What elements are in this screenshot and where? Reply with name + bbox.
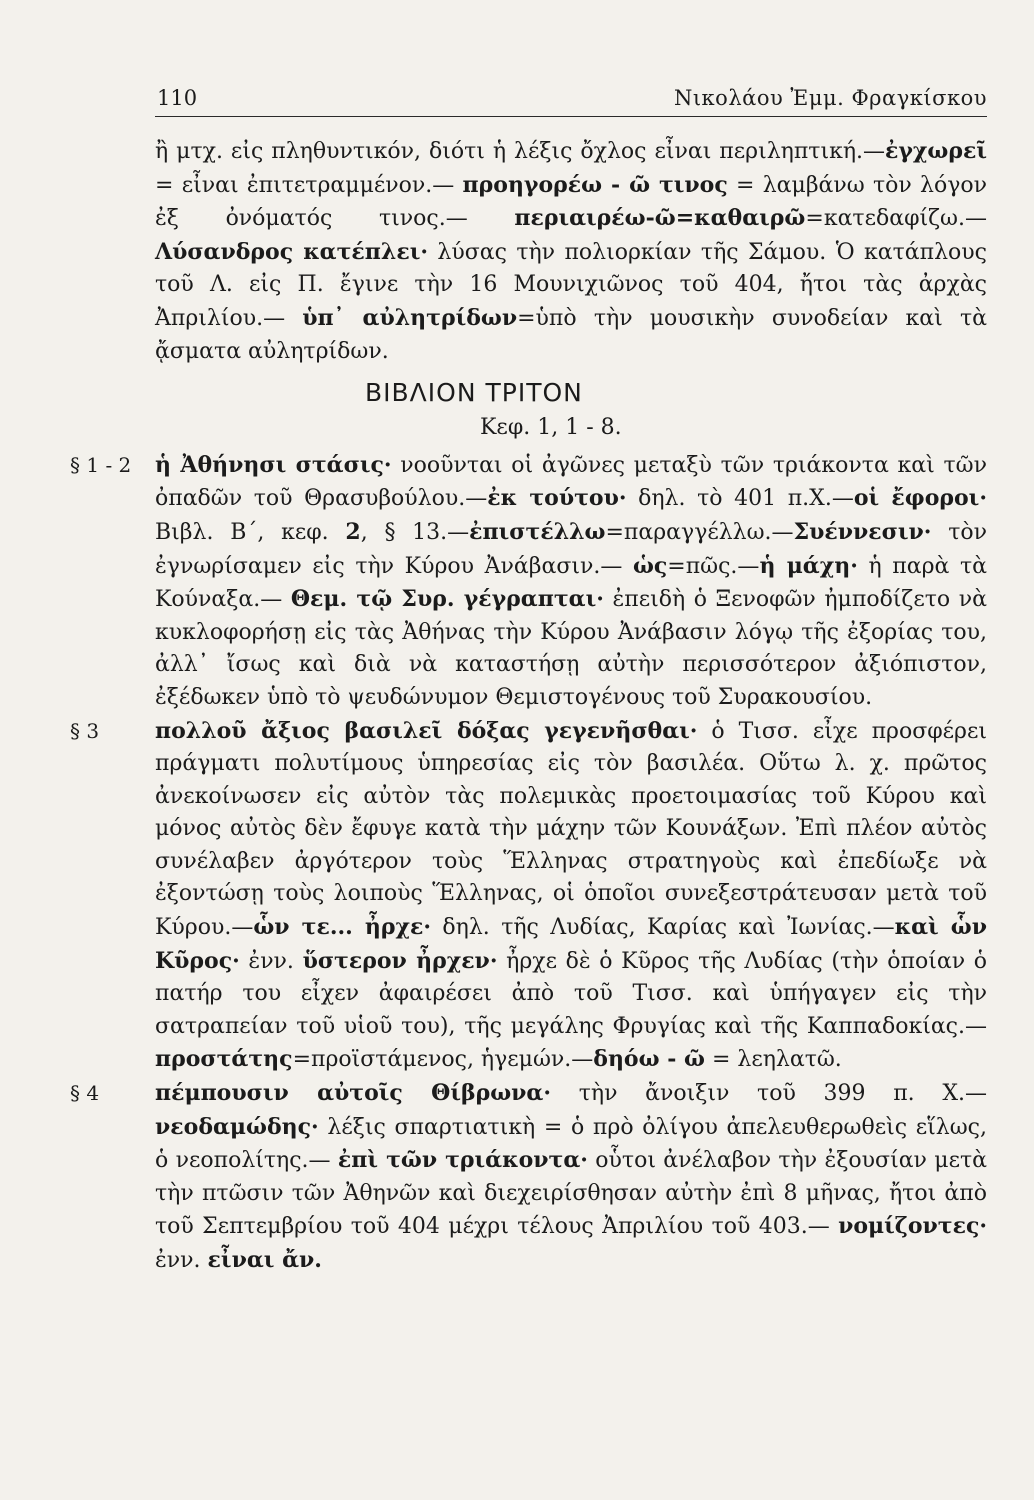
section-paragraph [70, 1077, 987, 1278]
page-header [155, 78, 987, 117]
lemma-term: νομίζοντες· [838, 1213, 987, 1240]
section-number: § 4 [70, 1081, 100, 1106]
lemma-term: ὧν τε... ἦρχε· [253, 914, 432, 941]
commentary-text: ἡ παρὰ τὰ Κούναξα.— [155, 553, 988, 613]
running-head: Νικολάου Ἐμμ. Φραγκίσκου [673, 86, 987, 110]
lemma-term: εἶναι ἄν. [207, 1247, 322, 1273]
commentary-text: = εἶναι ἐπιτετραμμένον.— [155, 172, 463, 198]
commentary-text: ἐπειδὴ ὁ Ξενοφῶν ἠμποδίζετο νὰ κυκλοφορήσῃ εἰς τὰς Ἀθήνας τὴν Κύρου Ἀνάβασιν λόγῳ τῆς ἐξορίας του, ἀλλ᾽ ἴσως καὶ διὰ νὰ καταστήσῃ αὐτὴν περισσότερον ἀξιόπιστον, ἐξέδωκεν ὑπὸ τὸ ψευδώνυμον Θεμιστογένους τοῦ Συρακουσίου. [155, 587, 987, 710]
commentary-text: τὴν ἄνοιξιν τοῦ 399 π. Χ.— [551, 1081, 987, 1107]
lemma-term: 2 [345, 518, 361, 545]
lemma-term: ἡ μάχη· [759, 552, 858, 579]
commentary-text: ἦρχε δὲ ὁ Κῦρος τῆς Λυδίας (τὴν ὁποίαν ὁ πατήρ του εἶχεν ἀφαιρέσει ἀπὸ τοῦ Τισσ. καὶ ὑπήγαγεν εἰς τὴν σατραπείαν τοῦ υἱοῦ του), τῆς μεγάλης Φρυγίας καὶ τῆς Καππαδοκίας.— [155, 948, 987, 1039]
lemma-term: ἡ Ἀθήνησι στάσις· [155, 451, 392, 478]
commentary-text: , § 13.— [360, 519, 470, 545]
lemma-term: περιαιρέω-ῶ=καθαιρῶ [514, 205, 806, 232]
commentary-text: νοοῦνται οἱ ἀγῶνες μεταξὺ τῶν τριάκοντα καὶ τῶν ὀπαδῶν τοῦ Θρασυβούλου.— [155, 452, 987, 512]
commentary-text: τὸν ἐγνωρίσαμεν εἰς τὴν Κύρου Ἀνάβασιν.— [155, 519, 987, 579]
section-number: § 3 [70, 718, 100, 743]
page-number: 110 [157, 86, 198, 110]
lemma-term: καὶ ὧν Κῦρος· [155, 914, 987, 974]
lemma-term: ὕστερον ἦρχεν· [302, 947, 498, 974]
commentary-text: =προϊστάμενος, ἡγεμών.— [292, 1047, 594, 1073]
commentary-text: =ὑπὸ τὴν μουσικὴν συνοδείαν καὶ τὰ ᾄσματα αὐλητρίδων. [155, 305, 988, 364]
lemma-term: ὑπ᾽ αὐλητρίδων [302, 304, 518, 331]
intro-paragraph [155, 135, 987, 368]
commentary-text: δηλ. τῆς Λυδίας, Καρίας καὶ Ἰωνίας.— [431, 915, 895, 941]
lemma-term: ἐπὶ τῶν τριάκοντα· [337, 1147, 588, 1174]
lemma-term: Θεμ. τῷ Συρ. γέγραπται· [290, 586, 604, 613]
commentary-text: =πῶς.— [667, 553, 760, 579]
commentary-text: =κατεδαφίζω.— [805, 206, 987, 232]
book-title: ΒΙΒΛΙΟΝ ΤΡΙΤΟΝ [365, 378, 583, 408]
lemma-term: οἱ ἔφοροι· [853, 485, 987, 512]
lemma-term: Συέννεσιν· [793, 518, 932, 545]
lemma-term: πέμπουσιν αὐτοῖς Θίβρωνα· [155, 1080, 552, 1107]
section-paragraph [70, 449, 988, 715]
commentary-text: λύσας τὴν πολιορκίαν τῆς Σάμου. Ὁ κατάπλους τοῦ Λ. εἰς Π. ἔγινε τὴν 16 Μουνιχιῶνος τοῦ 404, ἤτοι τὰς ἀρχὰς Ἀπριλίου.— [155, 239, 987, 331]
lemma-term: ἐγχωρεῖ [885, 138, 987, 164]
lemma-term: πολλοῦ ἄξιος βασιλεῖ δόξας γεγενῆσθαι· [155, 717, 698, 744]
commentary-text: = λαμβάνω τὸν λόγον ἐξ ὀνόματός τινος.— [155, 172, 988, 232]
commentary-text: =παραγγέλλω.— [605, 519, 794, 545]
lemma-term: νεοδαμώδης· [155, 1113, 319, 1140]
commentary-text: ἐνν. [239, 948, 303, 974]
lemma-term: Λύσανδρος κατέπλει· [155, 238, 428, 265]
commentary-text: ἢ μτχ. εἰς πληθυντικόν, διότι ἡ λέξις ὄχλος εἶναι περιληπτική.— [155, 139, 886, 164]
lemma-term: προηγορέω - ῶ τινος [462, 171, 728, 198]
commentary-text: ὁ Τισσ. εἶχε προσφέρει πράγματι πολυτίμους ὑπηρεσίας εἰς τὸν βασιλέα. Οὕτω λ. χ. πρῶτος ἀνεκοίνωσεν εἰς αὐτὸν τὰς πολεμικὰς προετοιμασίας τοῦ Κύρου καὶ μόνος αὐτὸς δὲν ἔφυγε κατὰ τὴν μάχην τῶν Κουνάξων. Ἐπὶ πλέον αὐτὸς συνέλαβεν ἀργότερον τοὺς Ἕλληνας στρατηγοὺς καὶ ἐπεδίωξε νὰ ἐξοντώσῃ τοὺς λοιποὺς Ἕλληνας, οἱ ὁποῖοι συνεξεστράτευσαν μετὰ τοῦ Κύρου.— [155, 718, 987, 941]
commentary-text: Βιβλ. Β΄, κεφ. [155, 519, 346, 545]
lemma-term: δηόω - ῶ [593, 1046, 705, 1073]
commentary-text: ἐνν. [155, 1248, 208, 1273]
commentary-text: = λεηλατῶ. [704, 1047, 842, 1073]
lemma-term: ὡς [632, 552, 668, 579]
commentary-text: οὗτοι ἀνέλαβον τὴν ἐξουσίαν μετὰ τὴν πτῶσιν τῶν Ἀθηνῶν καὶ διεχειρίσθησαν αὐτὴν ἐπὶ 8 μῆνας, ἤτοι ἀπὸ τοῦ Σεπτεμβρίου τοῦ 404 μέχρι τέλους Ἀπριλίου τοῦ 403.— [155, 1148, 987, 1240]
page-body [70, 135, 988, 1278]
section-number: § 1 - 2 [70, 452, 132, 477]
section-paragraph [70, 715, 987, 1078]
lemma-term: ἐκ τούτου· [487, 485, 627, 512]
chapter-reference: Κεφ. 1, 1 - 8. [480, 415, 622, 441]
commentary-sections [70, 449, 988, 1278]
commentary-text: δηλ. τὸ 401 π.Χ.— [626, 486, 854, 512]
lemma-term: ἐπιστέλλω [469, 518, 606, 545]
commentary-text: λέξις σπαρτιατικὴ = ὁ πρὸ ὀλίγου ἀπελευθερωθεὶς εἵλως, ὁ νεοπολίτης.— [155, 1114, 987, 1174]
lemma-term: προστάτης [155, 1046, 293, 1073]
